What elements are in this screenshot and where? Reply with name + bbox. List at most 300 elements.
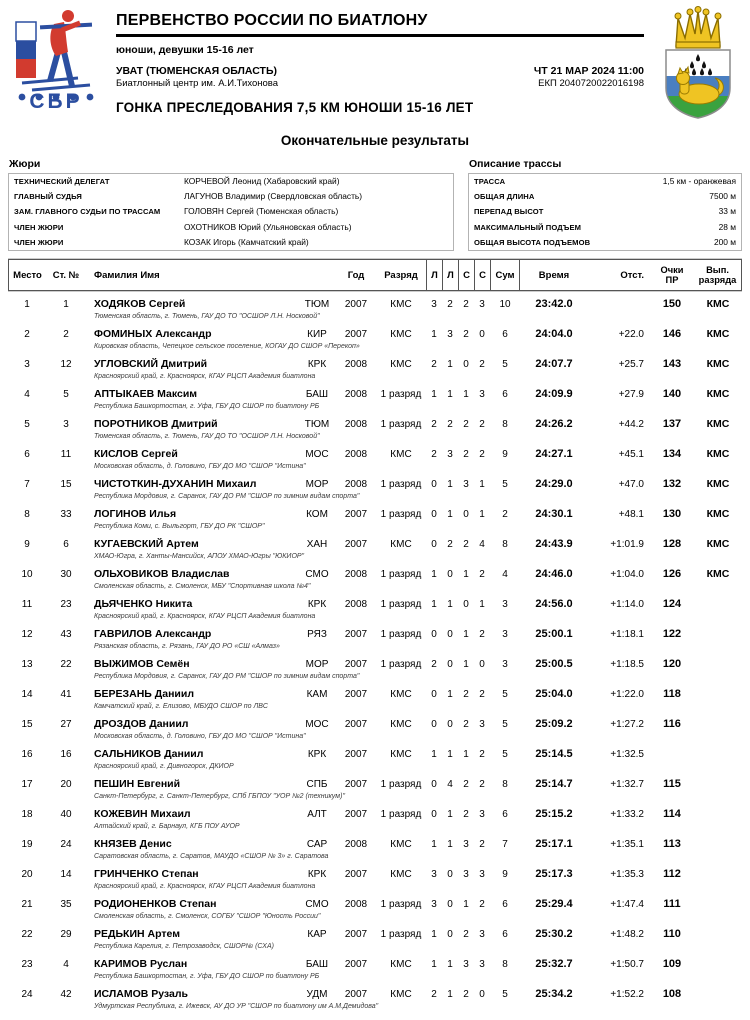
shooting-3: 0	[463, 598, 469, 610]
shooting-2: 1	[447, 598, 453, 610]
course-row	[469, 204, 741, 219]
shooting-3: 2	[463, 718, 469, 730]
result-row	[8, 475, 742, 505]
col-sh2: Л	[442, 260, 458, 290]
bib-cell: 5	[63, 388, 69, 400]
shooting-3: 1	[463, 658, 469, 670]
shooting-sum: 8	[502, 778, 508, 790]
behind-cell: +1:47.4	[610, 898, 644, 910]
rank-cell: КМС	[390, 838, 412, 850]
shooting-2: 1	[447, 478, 453, 490]
athlete-club: Республика Коми, с. Выльгорт, ГБУ ДО РК "СШОР"	[94, 523, 265, 531]
athlete-name: ДЬЯЧЕНКО Никита	[94, 598, 193, 611]
time-cell: 25:00.1	[535, 628, 573, 641]
jury-role: ЗАМ. ГЛАВНОГО СУДЬИ ПО ТРАССАМ	[14, 207, 161, 217]
place-cell: 18	[21, 808, 33, 820]
behind-cell: +1:01.9	[610, 538, 644, 550]
venue-detail: Биатлонный центр им. А.И.Тихонова	[116, 78, 279, 89]
rank-cell: 1 разряд	[380, 418, 422, 430]
bib-cell: 4	[63, 958, 69, 970]
new-rank-cell: КМС	[706, 568, 730, 581]
shooting-4: 3	[479, 928, 485, 940]
shooting-2: 1	[447, 388, 453, 400]
time-cell: 25:00.5	[535, 658, 573, 671]
region-code: БАШ	[305, 958, 329, 970]
athlete-club: ХМАО-Югра, г. Ханты-Мансийск, АПОУ ХМАО-Югры "ЮКИОР"	[94, 553, 305, 561]
results-body	[8, 295, 742, 1015]
athlete-name: РОДИОНЕНКОВ Степан	[94, 898, 217, 911]
birth-year: 2007	[344, 628, 368, 640]
shooting-2: 4	[447, 778, 453, 790]
points-cell: 116	[663, 718, 681, 731]
shooting-sum: 8	[502, 958, 508, 970]
time-cell: 24:29.0	[535, 478, 573, 491]
shooting-sum: 6	[502, 808, 508, 820]
athlete-name: ОЛЬХОВИКОВ Владислав	[94, 568, 230, 581]
birth-year: 2007	[344, 658, 368, 670]
athlete-club: Камчатский край, г. Елизово, МБУДО СШОР по ЛВС	[94, 703, 268, 711]
col-points: Очки ПР	[660, 264, 684, 286]
new-rank-cell: КМС	[706, 358, 730, 371]
col-rank: Разряд	[384, 269, 418, 281]
course-row	[469, 174, 741, 189]
place-cell: 5	[24, 418, 30, 430]
shooting-1: 1	[431, 388, 437, 400]
jury-name: ЛАГУНОВ Владимир (Свердловская область)	[184, 191, 363, 202]
region-code: КОМ	[306, 508, 328, 520]
col-year: Год	[347, 269, 365, 281]
behind-cell: +27.9	[618, 388, 644, 400]
athlete-name: ПЕШИН Евгений	[94, 778, 181, 791]
jury-name: КОРЧЕВОЙ Леонид (Хабаровский край)	[184, 176, 340, 186]
new-rank-cell: КМС	[706, 478, 730, 491]
shooting-sum: 2	[502, 508, 508, 520]
shooting-1: 0	[431, 688, 437, 700]
athlete-name: КУГАЕВСКИЙ Артем	[94, 538, 199, 551]
region-code: КРК	[307, 598, 327, 610]
col-new-rank: Вып. разряда	[694, 260, 742, 290]
rank-cell: КМС	[390, 748, 412, 760]
shooting-3: 2	[463, 808, 469, 820]
shooting-4: 2	[479, 628, 485, 640]
place-cell: 23	[21, 958, 33, 970]
result-row	[8, 745, 742, 775]
rank-cell: 1 разряд	[380, 508, 422, 520]
birth-year: 2007	[344, 748, 368, 760]
result-row	[8, 955, 742, 985]
time-cell: 24:27.1	[535, 448, 573, 461]
rank-cell: КМС	[390, 688, 412, 700]
shooting-sum: 6	[502, 928, 508, 940]
athlete-club: Красноярский край, г. Красноярск, КГАУ РЦСП Академия биатлона	[94, 613, 316, 621]
result-row	[8, 715, 742, 745]
birth-year: 2007	[344, 988, 368, 1000]
rank-cell: КМС	[390, 988, 412, 1000]
jury-section	[8, 158, 454, 251]
birth-year: 2008	[344, 838, 368, 850]
points-cell: 122	[662, 628, 682, 641]
region-code: КАМ	[306, 688, 328, 700]
title-rule	[116, 34, 644, 37]
shooting-3: 1	[463, 388, 469, 400]
behind-cell: +48.1	[618, 508, 644, 520]
birth-year: 2007	[344, 958, 368, 970]
behind-cell: +1:48.2	[610, 928, 644, 940]
shooting-1: 2	[431, 358, 437, 370]
time-cell: 24:07.7	[535, 358, 573, 371]
jury-box	[8, 173, 454, 251]
place-cell: 24	[21, 988, 33, 1000]
place-cell: 15	[21, 718, 33, 730]
region-code: САР	[306, 838, 328, 850]
birth-year: 2008	[344, 568, 368, 580]
rank-cell: 1 разряд	[380, 898, 422, 910]
result-row	[8, 355, 742, 385]
behind-cell: +1:35.1	[610, 838, 644, 850]
shooting-3: 3	[463, 958, 469, 970]
shooting-sum: 5	[502, 718, 508, 730]
rank-cell: 1 разряд	[380, 628, 422, 640]
shooting-1: 3	[431, 898, 437, 910]
col-bib: Ст. №	[52, 269, 80, 281]
race-title: ГОНКА ПРЕСЛЕДОВАНИЯ 7,5 КМ ЮНОШИ 15-16 ЛЕТ	[116, 100, 474, 115]
place-cell: 20	[21, 868, 33, 880]
shooting-4: 1	[479, 508, 485, 520]
bib-cell: 12	[60, 358, 72, 370]
shooting-1: 3	[431, 298, 437, 310]
shooting-1: 1	[431, 958, 437, 970]
bib-cell: 43	[60, 628, 72, 640]
jury-name: ГОЛОВЯН Сергей (Тюменская область)	[184, 206, 339, 217]
athlete-name: ГАВРИЛОВ Александр	[94, 628, 212, 641]
shooting-2: 1	[447, 838, 453, 850]
result-row	[8, 595, 742, 625]
time-cell: 25:14.5	[535, 748, 573, 761]
shooting-3: 2	[463, 538, 469, 550]
shooting-1: 2	[431, 988, 437, 1000]
birth-year: 2007	[344, 328, 368, 340]
place-cell: 10	[21, 568, 33, 580]
result-row	[8, 415, 742, 445]
time-cell: 25:17.3	[535, 868, 573, 881]
time-cell: 25:04.0	[535, 688, 573, 701]
athlete-name: КАРИМОВ Руслан	[94, 958, 188, 971]
shooting-1: 1	[431, 328, 437, 340]
course-value: 28 м	[718, 221, 736, 232]
birth-year: 2008	[344, 418, 368, 430]
result-row	[8, 445, 742, 475]
rank-cell: 1 разряд	[380, 658, 422, 670]
birth-year: 2007	[344, 538, 368, 550]
athlete-name: КНЯЗЕВ Денис	[94, 838, 172, 851]
shooting-3: 2	[463, 328, 469, 340]
points-cell: 120	[662, 658, 682, 671]
shooting-4: 2	[479, 448, 485, 460]
venue-block	[116, 65, 278, 89]
athlete-club: Рязанская область, г. Рязань, ГАУ ДО РО «СШ «Алмаз»	[94, 643, 280, 651]
time-cell: 24:30.1	[535, 508, 573, 521]
shooting-2: 1	[447, 688, 453, 700]
shooting-2: 1	[447, 808, 453, 820]
athlete-name: ВЫЖИМОВ Семён	[94, 658, 190, 671]
bib-cell: 14	[60, 868, 72, 880]
shooting-4: 2	[479, 568, 485, 580]
bib-cell: 41	[60, 688, 72, 700]
rank-cell: КМС	[390, 448, 412, 460]
shooting-3: 2	[463, 688, 469, 700]
course-value: 7500 м	[709, 191, 736, 202]
behind-cell: +1:27.2	[610, 718, 644, 730]
course-row	[469, 189, 741, 204]
course-box	[468, 173, 742, 251]
shooting-1: 0	[431, 478, 437, 490]
athlete-name: РЕДЬКИН Артем	[94, 928, 180, 941]
bib-cell: 24	[60, 838, 72, 850]
shooting-4: 1	[479, 598, 485, 610]
page-header	[0, 0, 750, 125]
result-row	[8, 295, 742, 325]
rank-cell: 1 разряд	[380, 808, 422, 820]
region-code: ТЮМ	[304, 418, 330, 430]
shooting-4: 3	[479, 298, 485, 310]
athlete-name: ХОДЯКОВ Сергей	[94, 298, 186, 311]
athlete-club: Республика Карелия, г. Петрозаводск, СШОР№ (СХА)	[94, 943, 274, 951]
behind-cell: +1:33.2	[610, 808, 644, 820]
shooting-1: 2	[431, 658, 437, 670]
uvat-coat-of-arms	[652, 6, 744, 125]
jury-role: ТЕХНИЧЕСКИЙ ДЕЛЕГАТ	[14, 177, 110, 186]
behind-cell: +1:22.0	[610, 688, 644, 700]
athlete-name: УГЛОВСКИЙ Дмитрий	[94, 358, 208, 371]
athlete-name: ДРОЗДОВ Даниил	[94, 718, 189, 731]
shooting-3: 2	[463, 928, 469, 940]
new-rank-cell: КМС	[706, 388, 730, 401]
bib-cell: 3	[63, 418, 69, 430]
shooting-sum: 5	[502, 988, 508, 1000]
result-row	[8, 685, 742, 715]
shooting-sum: 3	[502, 598, 508, 610]
shooting-2: 1	[447, 958, 453, 970]
ekp-code: ЕКП 2040720022016198	[538, 78, 644, 89]
event-datetime: ЧТ 21 МАР 2024 11:00	[533, 65, 644, 77]
shooting-3: 1	[463, 568, 469, 580]
athlete-name: ИСЛАМОВ Рузаль	[94, 988, 188, 1001]
shooting-2: 2	[447, 298, 453, 310]
bib-cell: 1	[63, 298, 69, 310]
shooting-sum: 6	[502, 898, 508, 910]
athlete-club: Московская область, д. Головино, ГБУ ДО МО "СШОР "Истина"	[94, 733, 306, 741]
shooting-sum: 9	[502, 868, 508, 880]
athlete-club: Республика Мордовия, г. Саранск, ГАУ ДО РМ "СШОР по зимним видам спорта"	[94, 673, 360, 681]
venue-row	[116, 65, 644, 89]
shooting-sum: 5	[502, 688, 508, 700]
rank-cell: 1 разряд	[380, 928, 422, 940]
region-code: ТЮМ	[304, 298, 330, 310]
shooting-4: 3	[479, 958, 485, 970]
shooting-4: 3	[479, 388, 485, 400]
result-row	[8, 385, 742, 415]
athlete-club: Республика Мордовия, г. Саранск, ГАУ ДО РМ "СШОР по зимним видам спорта"	[94, 493, 360, 501]
athlete-name: ПОРОТНИКОВ Дмитрий	[94, 418, 218, 431]
time-cell: 25:17.1	[535, 838, 573, 851]
athlete-club: Красноярский край, г. Дивногорск, ДКИОР	[94, 763, 234, 771]
shooting-4: 4	[479, 538, 485, 550]
place-cell: 6	[24, 448, 30, 460]
shooting-sum: 5	[502, 748, 508, 760]
region-code: КИР	[307, 328, 327, 340]
time-cell: 24:04.0	[535, 328, 573, 341]
new-rank-cell: КМС	[706, 508, 730, 521]
place-cell: 17	[21, 778, 33, 790]
time-cell: 25:30.2	[535, 928, 573, 941]
shooting-2: 3	[447, 328, 453, 340]
col-sh4: С	[474, 260, 490, 290]
points-cell: 108	[662, 988, 682, 1001]
region-code: КРК	[307, 748, 327, 760]
athlete-club: Красноярский край, г. Красноярск, КГАУ РЦСП Академия биатлона	[94, 883, 316, 891]
region-code: МОР	[305, 478, 329, 490]
col-region	[298, 260, 336, 290]
rank-cell: КМС	[390, 718, 412, 730]
behind-cell: +1:18.1	[610, 628, 644, 640]
result-row	[8, 925, 742, 955]
time-cell: 24:46.0	[535, 568, 573, 581]
bib-cell: 20	[60, 778, 72, 790]
shooting-2: 0	[447, 928, 453, 940]
jury-row	[9, 174, 453, 189]
sbr-logo-text: СБР	[29, 90, 83, 108]
result-row	[8, 985, 742, 1015]
shooting-3: 3	[463, 478, 469, 490]
col-sum: Сум	[490, 260, 520, 290]
col-place: Место	[8, 260, 46, 290]
shooting-2: 1	[447, 508, 453, 520]
new-rank-cell: КМС	[706, 418, 730, 431]
behind-cell: +1:50.7	[610, 958, 644, 970]
shooting-1: 1	[431, 598, 437, 610]
shooting-1: 1	[431, 928, 437, 940]
shooting-2: 1	[447, 748, 453, 760]
place-cell: 11	[21, 598, 33, 610]
shooting-sum: 4	[502, 568, 508, 580]
shooting-4: 2	[479, 688, 485, 700]
bib-cell: 27	[60, 718, 72, 730]
shooting-4: 2	[479, 418, 485, 430]
shooting-4: 0	[479, 988, 485, 1000]
athlete-club: Удмуртская Республика, г. Ижевск, АУ ДО УР "СШОР по биатлону им А.М.Демидова"	[94, 1003, 379, 1011]
jury-role: ЧЛЕН ЖЮРИ	[14, 237, 64, 247]
points-cell: 109	[662, 958, 682, 971]
shooting-2: 3	[447, 448, 453, 460]
result-row	[8, 325, 742, 355]
rank-cell: КМС	[390, 538, 412, 550]
result-row	[8, 775, 742, 805]
course-heading: Описание трассы	[469, 158, 562, 170]
region-code: КРК	[307, 868, 327, 880]
points-cell: 128	[662, 538, 682, 551]
shooting-4: 0	[479, 658, 485, 670]
shooting-2: 0	[447, 628, 453, 640]
shooting-1: 0	[431, 628, 437, 640]
shooting-3: 2	[463, 448, 469, 460]
result-row	[8, 835, 742, 865]
behind-cell: +1:04.0	[610, 568, 644, 580]
shooting-sum: 10	[499, 298, 511, 310]
place-cell: 1	[24, 298, 30, 310]
place-cell: 12	[21, 628, 33, 640]
points-cell: 146	[662, 328, 682, 341]
place-cell: 8	[24, 508, 30, 520]
course-label: МАКСИМАЛЬНЫЙ ПОДЪЕМ	[474, 222, 582, 232]
time-cell: 24:09.9	[535, 388, 573, 401]
result-row	[8, 895, 742, 925]
points-cell: 140	[662, 388, 682, 401]
new-rank-cell: КМС	[706, 328, 730, 341]
bib-cell: 23	[60, 598, 72, 610]
bib-cell: 35	[60, 898, 72, 910]
athlete-club: Смоленская область, г. Смоленск, МБУ "Спортивная школа №4"	[94, 583, 311, 591]
shooting-sum: 5	[502, 358, 508, 370]
place-cell: 4	[24, 388, 30, 400]
shooting-sum: 6	[502, 388, 508, 400]
birth-year: 2008	[344, 898, 368, 910]
shooting-4: 3	[479, 718, 485, 730]
rank-cell: КМС	[390, 868, 412, 880]
jury-row	[9, 235, 453, 250]
athlete-club: Санкт-Петербург, г. Санкт-Петербург, СПб ГБПОУ "УОР №2 (техникум)"	[94, 793, 345, 801]
time-cell: 25:14.7	[535, 778, 573, 791]
place-cell: 16	[21, 748, 33, 760]
shooting-3: 2	[463, 778, 469, 790]
athlete-club: Смоленская область, г. Смоленск, СОГБУ "СШОР "Юность России"	[94, 913, 321, 921]
jury-role: ГЛАВНЫЙ СУДЬЯ	[14, 192, 82, 202]
rank-cell: КМС	[390, 298, 412, 310]
athlete-club: Кировская область, Чепецкое сельское поселение, КОГАУ ДО СШОР «Перекоп»	[94, 343, 360, 351]
behind-cell: +1:32.5	[610, 748, 644, 760]
result-row	[8, 565, 742, 595]
shooting-1: 0	[431, 538, 437, 550]
region-code: ХАН	[306, 538, 328, 550]
birth-year: 2007	[344, 508, 368, 520]
jury-row	[9, 204, 453, 219]
athlete-name: ЛОГИНОВ Илья	[94, 508, 177, 521]
jury-name: ОХОТНИКОВ Юрий (Ульяновская область)	[184, 221, 352, 232]
course-label: ОБЩАЯ ВЫСОТА ПОДЪЕМОВ	[474, 237, 591, 247]
course-value: 33 м	[718, 206, 736, 217]
place-cell: 7	[24, 478, 30, 490]
age-group: юноши, девушки 15-16 лет	[116, 44, 254, 56]
points-cell: 112	[663, 868, 681, 881]
points-cell: 143	[662, 358, 682, 371]
shooting-2: 1	[447, 988, 453, 1000]
col-sh3: С	[458, 260, 474, 290]
new-rank-cell: КМС	[706, 298, 730, 311]
shooting-2: 0	[447, 718, 453, 730]
shooting-2: 0	[447, 898, 453, 910]
athlete-club: Московская область, д. Головино, ГБУ ДО МО "СШОР "Истина"	[94, 463, 306, 471]
rank-cell: КМС	[390, 958, 412, 970]
time-cell: 24:43.9	[535, 538, 573, 551]
shooting-4: 0	[479, 328, 485, 340]
shooting-2: 1	[447, 358, 453, 370]
shooting-2: 0	[447, 868, 453, 880]
shooting-sum: 3	[502, 658, 508, 670]
rank-cell: КМС	[390, 328, 412, 340]
shooting-3: 2	[463, 298, 469, 310]
behind-cell: +44.2	[618, 418, 644, 430]
points-cell: 134	[662, 448, 682, 461]
jury-heading: Жюри	[9, 158, 41, 170]
